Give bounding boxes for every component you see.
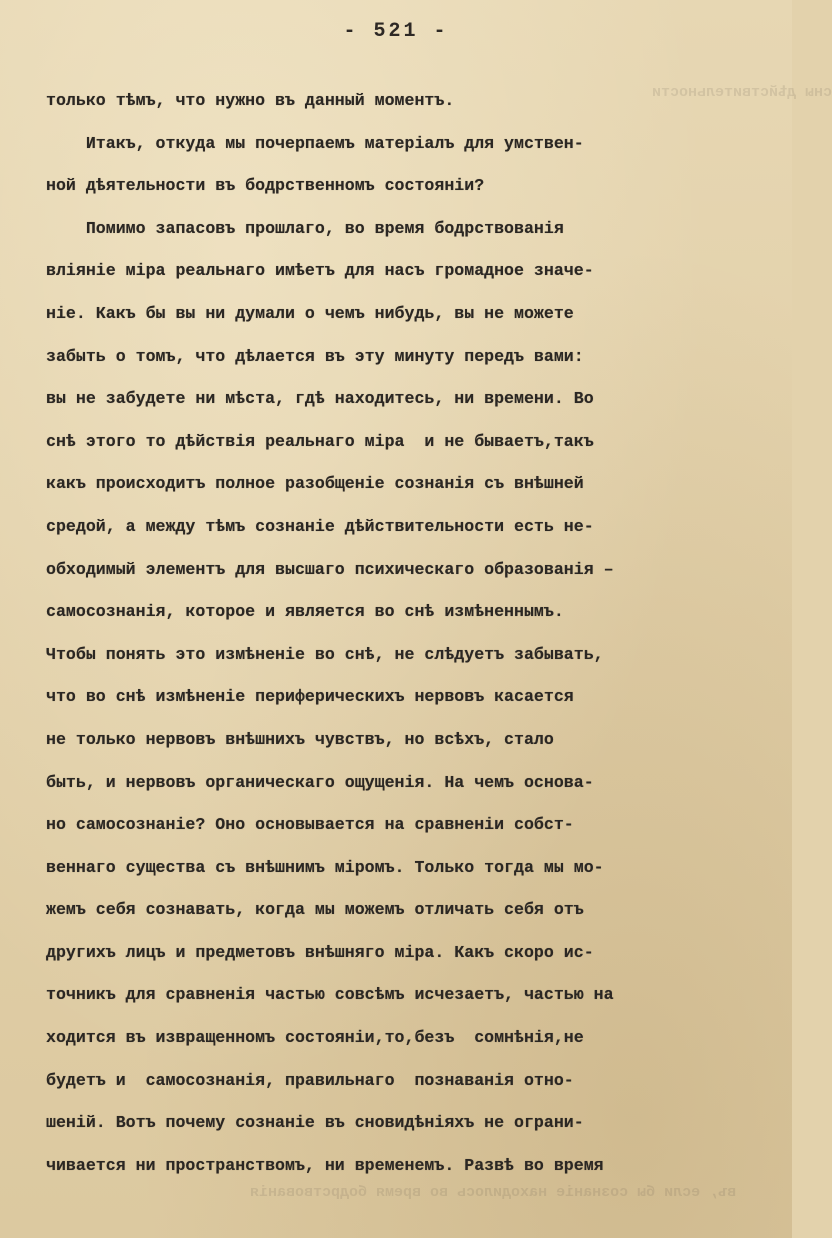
text-line-18: но самосознаніе? Оно основывается на сравненіи собст- bbox=[46, 815, 574, 835]
text-line-10: какъ происходитъ полное разобщеніе сознанія съ внѣшней bbox=[46, 474, 584, 494]
text-line-17: быть, и нервовъ органическаго ощущенія. На чемъ основа- bbox=[46, 772, 594, 792]
text-line-8: вы не забудете ни мѣста, гдѣ находитесь, ни времени. Во bbox=[46, 389, 594, 409]
text-line-6: ніе. Какъ бы вы ни думали о чемъ нибудь, вы не можете bbox=[46, 303, 574, 323]
bleed-through-top: сны дѣйствительности bbox=[651, 84, 832, 101]
text-line-3: ной дѣятельности въ бодрственномъ состояніи? bbox=[46, 176, 485, 196]
text-line-23: ходится въ извращенномъ состояніи,то,безъ сомнѣнія,не bbox=[46, 1028, 584, 1048]
text-line-9: снѣ этого то дѣйствія реальнаго міра и не бываетъ,такъ bbox=[46, 431, 594, 451]
text-line-11: средой, а между тѣмъ сознаніе дѣйствительности есть не- bbox=[46, 516, 594, 536]
text-line-15: что во снѣ измѣненіе периферическихъ нервовъ касается bbox=[46, 687, 574, 707]
text-line-16: не только нервовъ внѣшнихъ чувствъ, но всѣхъ, стало bbox=[46, 729, 554, 749]
text-line-19: веннаго существа съ внѣшнимъ міромъ. Только тогда мы мо- bbox=[46, 857, 604, 877]
text-line-5: вліяніе міра реальнаго имѣетъ для насъ громадное значе- bbox=[46, 261, 594, 281]
text-line-7: забыть о томъ, что дѣлается въ эту минуту передъ вами: bbox=[46, 346, 584, 366]
bleed-through-bottom: въ, если бы сознаніе находилось во время бодрствованія bbox=[250, 1184, 737, 1201]
text-line-24: будетъ и самосознанія, правильнаго познаванія отно- bbox=[46, 1070, 574, 1090]
text-line-26: чивается ни пространствомъ, ни временемъ. Развѣ во время bbox=[46, 1155, 604, 1175]
text-line-14: Чтобы понять это измѣненіе во снѣ, не слѣдуетъ забывать, bbox=[46, 644, 604, 664]
text-line-2: Итакъ, откуда мы почерпаемъ матеріалъ для умствен- bbox=[46, 133, 584, 153]
text-line-21: другихъ лицъ и предметовъ внѣшняго міра. Какъ скоро ис- bbox=[46, 942, 594, 962]
text-line-4: Помимо запасовъ прошлаго, во время бодрствованія bbox=[46, 218, 564, 238]
body-text bbox=[46, 86, 758, 1193]
text-line-1: только тѣмъ, что нужно въ данный моментъ. bbox=[46, 91, 455, 110]
text-line-25: шеній. Вотъ почему сознаніе въ сновидѣніяхъ не ограни- bbox=[46, 1113, 584, 1133]
text-line-12: обходимый элементъ для высшаго психическаго образованія – bbox=[46, 559, 614, 579]
text-line-22: точникъ для сравненія частью совсѣмъ исчезаетъ, частью на bbox=[46, 985, 614, 1005]
page-number: - 521 - bbox=[343, 20, 449, 43]
text-line-13: самосознанія, которое и является во снѣ измѣненнымъ. bbox=[46, 602, 564, 622]
text-line-20: жемъ себя сознавать, когда мы можемъ отличать себя отъ bbox=[46, 900, 584, 920]
